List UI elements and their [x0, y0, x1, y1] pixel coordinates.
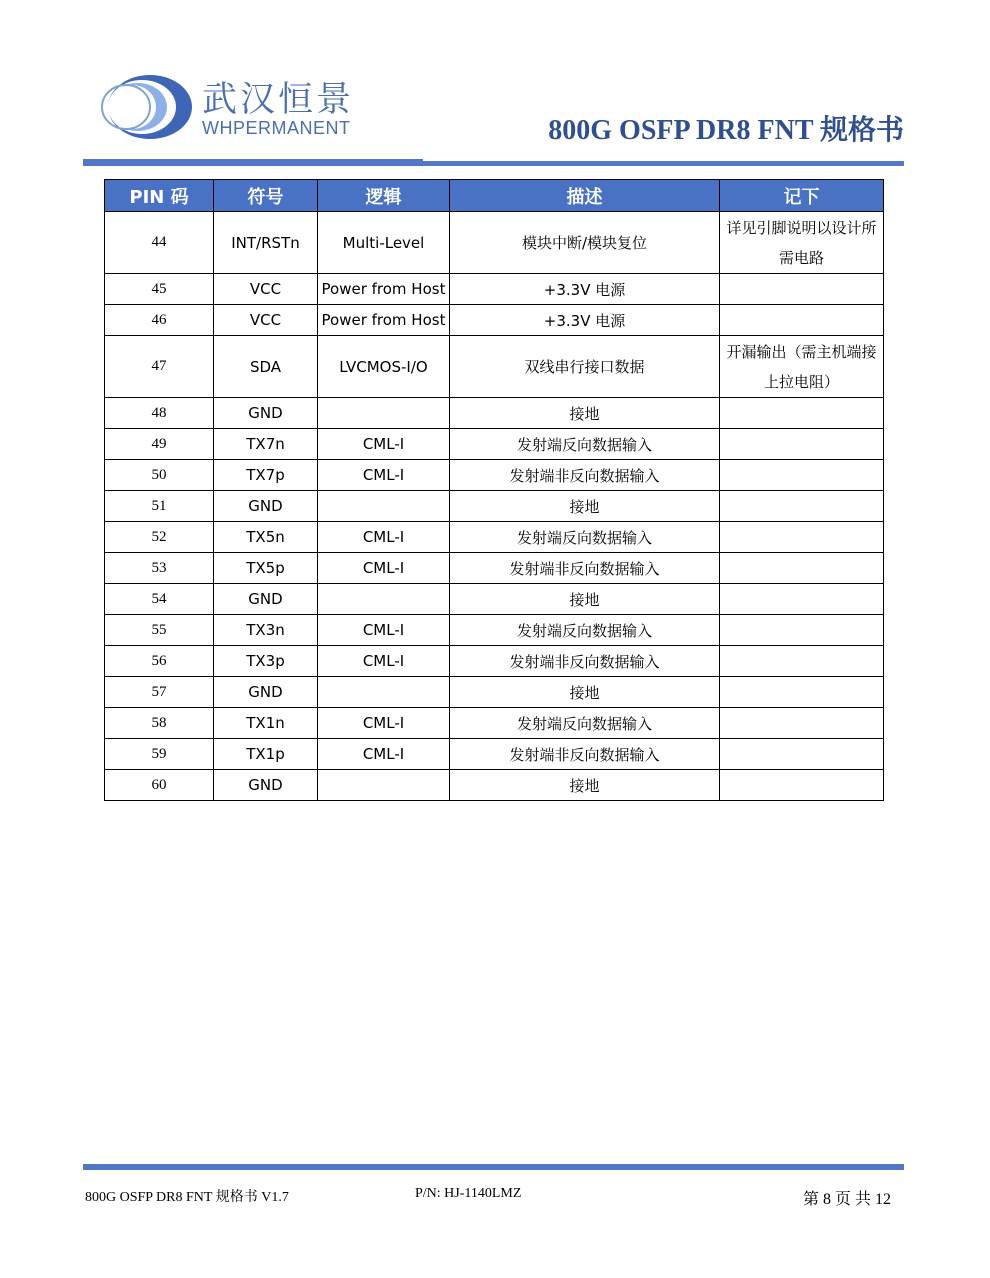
symbol-cell: TX5p [214, 553, 318, 584]
table-row [105, 646, 884, 677]
symbol-cell: GND [214, 677, 318, 708]
pin-cell: 50 [105, 460, 214, 491]
description-cell: 接地 [450, 398, 720, 429]
table-row [105, 522, 884, 553]
company-name-cn: 武汉恒景 [202, 80, 355, 120]
symbol-cell: TX3n [214, 615, 318, 646]
description-cell: 发射端非反向数据输入 [450, 739, 720, 770]
symbol-cell: VCC [214, 274, 318, 305]
symbol-cell: TX3p [214, 646, 318, 677]
footer-part-number: P/N: HJ-1140LMZ [415, 1186, 522, 1201]
table-row [105, 553, 884, 584]
footer-page-number: 第 8 页 共 12 [802, 1191, 891, 1208]
note-cell [720, 553, 884, 584]
description-cell: 接地 [450, 677, 720, 708]
company-name-en: WHPERMANENT [202, 118, 351, 138]
logic-cell [318, 677, 450, 708]
logic-cell [318, 770, 450, 801]
description-cell: 模块中断/模块复位 [450, 212, 720, 274]
column-header-note: 记下 [720, 180, 884, 212]
logic-cell: CML-I [318, 646, 450, 677]
column-header-description: 描述 [450, 180, 720, 212]
table-row [105, 677, 884, 708]
note-cell [720, 398, 884, 429]
note-cell: 开漏输出（需主机端接上拉电阻） [720, 336, 884, 398]
column-header-pin: PIN 码 [105, 180, 214, 212]
pin-cell: 48 [105, 398, 214, 429]
table-row [105, 212, 884, 274]
symbol-cell: TX7n [214, 429, 318, 460]
note-cell [720, 646, 884, 677]
pin-cell: 51 [105, 491, 214, 522]
symbol-cell: GND [214, 770, 318, 801]
pin-cell: 44 [105, 212, 214, 274]
pin-cell: 55 [105, 615, 214, 646]
page-header [0, 0, 990, 170]
footer-divider [83, 1164, 904, 1170]
pin-cell: 53 [105, 553, 214, 584]
table-row [105, 336, 884, 398]
note-cell: 详见引脚说明以设计所需电路 [720, 212, 884, 274]
description-cell: 双线串行接口数据 [450, 336, 720, 398]
table-row [105, 770, 884, 801]
logic-cell [318, 584, 450, 615]
logic-cell: CML-I [318, 460, 450, 491]
pin-cell: 54 [105, 584, 214, 615]
symbol-cell: TX1n [214, 708, 318, 739]
description-cell: 发射端非反向数据输入 [450, 460, 720, 491]
symbol-cell: INT/RSTn [214, 212, 318, 274]
symbol-cell: GND [214, 584, 318, 615]
logic-cell: Multi-Level [318, 212, 450, 274]
logic-cell: CML-I [318, 615, 450, 646]
table-row [105, 429, 884, 460]
logic-cell [318, 491, 450, 522]
pin-cell: 58 [105, 708, 214, 739]
pin-cell: 47 [105, 336, 214, 398]
symbol-cell: GND [214, 398, 318, 429]
pin-cell: 52 [105, 522, 214, 553]
description-cell: +3.3V 电源 [450, 305, 720, 336]
note-cell [720, 491, 884, 522]
description-cell: 发射端反向数据输入 [450, 708, 720, 739]
description-cell: 接地 [450, 770, 720, 801]
pin-cell: 57 [105, 677, 214, 708]
description-cell: 发射端非反向数据输入 [450, 646, 720, 677]
note-cell [720, 615, 884, 646]
logic-cell: CML-I [318, 522, 450, 553]
note-cell [720, 677, 884, 708]
column-header-logic: 逻辑 [318, 180, 450, 212]
note-cell [720, 522, 884, 553]
company-logo-icon [98, 72, 194, 142]
description-cell: 接地 [450, 584, 720, 615]
table-row [105, 398, 884, 429]
logic-cell: CML-I [318, 739, 450, 770]
table-row [105, 274, 884, 305]
table-row [105, 739, 884, 770]
symbol-cell: TX5n [214, 522, 318, 553]
note-cell [720, 770, 884, 801]
pin-cell: 45 [105, 274, 214, 305]
note-cell [720, 708, 884, 739]
table-row [105, 305, 884, 336]
description-cell: 发射端反向数据输入 [450, 615, 720, 646]
logic-cell [318, 398, 450, 429]
logic-cell: CML-I [318, 553, 450, 584]
note-cell [720, 429, 884, 460]
logic-cell: Power from Host [318, 274, 450, 305]
description-cell: 发射端反向数据输入 [450, 429, 720, 460]
table-row [105, 615, 884, 646]
pin-cell: 60 [105, 770, 214, 801]
description-cell: 发射端反向数据输入 [450, 522, 720, 553]
pin-definition-table [104, 179, 884, 801]
symbol-cell: TX1p [214, 739, 318, 770]
symbol-cell: VCC [214, 305, 318, 336]
table-row [105, 584, 884, 615]
symbol-cell: SDA [214, 336, 318, 398]
note-cell [720, 739, 884, 770]
logic-cell: Power from Host [318, 305, 450, 336]
symbol-cell: GND [214, 491, 318, 522]
description-cell: 接地 [450, 491, 720, 522]
header-divider [83, 161, 904, 166]
pin-cell: 59 [105, 739, 214, 770]
footer-doc-version: 800G OSFP DR8 FNT 规格书 V1.7 [85, 1190, 289, 1205]
pin-cell: 56 [105, 646, 214, 677]
note-cell [720, 460, 884, 491]
pin-cell: 49 [105, 429, 214, 460]
table-row [105, 491, 884, 522]
note-cell [720, 584, 884, 615]
table-row [105, 460, 884, 491]
note-cell [720, 305, 884, 336]
table-row [105, 708, 884, 739]
note-cell [720, 274, 884, 305]
description-cell: +3.3V 电源 [450, 274, 720, 305]
description-cell: 发射端非反向数据输入 [450, 553, 720, 584]
document-title: 800G OSFP DR8 FNT 规格书 [548, 115, 904, 146]
pin-cell: 46 [105, 305, 214, 336]
symbol-cell: TX7p [214, 460, 318, 491]
table-header-row [105, 180, 884, 212]
column-header-symbol: 符号 [214, 180, 318, 212]
logic-cell: CML-I [318, 708, 450, 739]
logic-cell: LVCMOS-I/O [318, 336, 450, 398]
logic-cell: CML-I [318, 429, 450, 460]
